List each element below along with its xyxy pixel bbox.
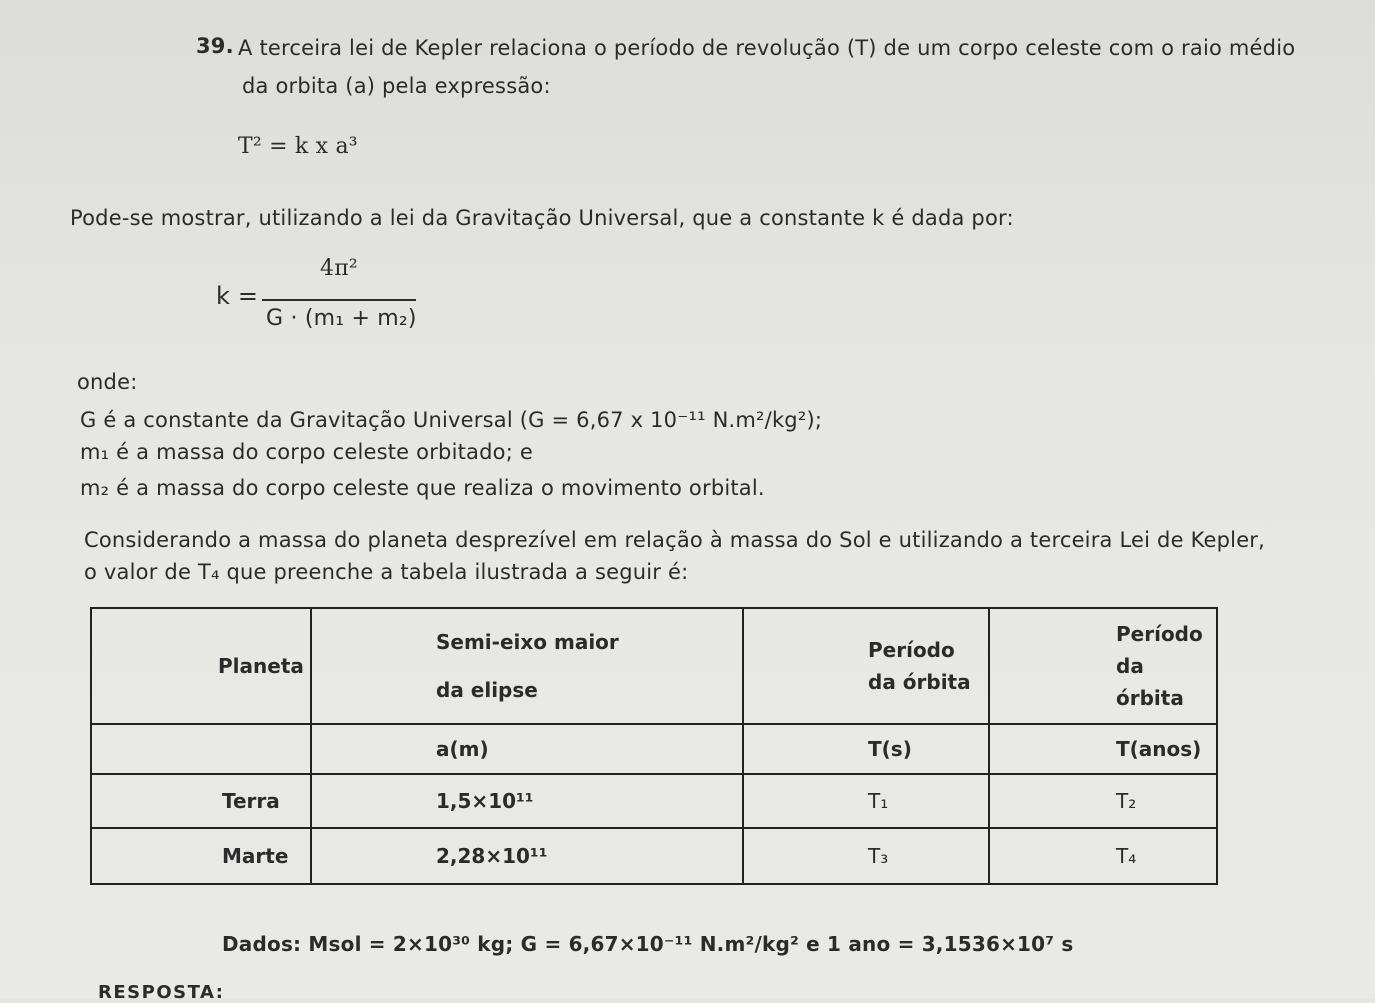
header-periodo-s-line-2: da órbita <box>868 670 971 694</box>
header-semi-eixo-line-2: da elipse <box>436 678 538 702</box>
cell-periodo-anos: T₂ <box>989 774 1217 828</box>
k-formula-denominator: G · (m₁ + m₂) <box>266 306 417 331</box>
header-semi-eixo-line-1: Semi-eixo maior <box>436 630 619 654</box>
units-t-anos: T(anos) <box>989 724 1217 774</box>
planet-table <box>90 607 1218 885</box>
cell-periodo-anos: T₄ <box>989 828 1217 884</box>
dados-line: Dados: Msol = 2×10³⁰ kg; G = 6,67×10⁻¹¹ N.m²/kg² e 1 ano = 3,1536×10⁷ s <box>222 932 1074 956</box>
units-empty-cell <box>91 724 311 774</box>
k-formula-numerator: 4π² <box>320 256 358 281</box>
question-prompt-line-2: o valor de T₄ que preenche a tabela ilustrada a seguir é: <box>84 560 689 584</box>
table-row-terra <box>91 774 1217 828</box>
definition-m1: m₁ é a massa do corpo celeste orbitado; e <box>80 440 533 464</box>
table-row-marte <box>91 828 1217 884</box>
header-periodo-s <box>743 608 989 724</box>
onde-label: onde: <box>77 370 138 394</box>
question-text-line-1: A terceira lei de Kepler relaciona o período de revolução (T) de um corpo celeste com o raio médio <box>238 36 1296 60</box>
table-header-row <box>91 608 1217 724</box>
resposta-label: RESPOSTA: <box>98 982 225 1003</box>
cell-semi-eixo: 1,5×10¹¹ <box>311 774 743 828</box>
header-periodo-anos-line-2: da <box>1116 654 1144 678</box>
cell-periodo-s: T₁ <box>743 774 989 828</box>
units-a: a(m) <box>311 724 743 774</box>
definition-g: G é a constante da Gravitação Universal (G = 6,67 x 10⁻¹¹ N.m²/kg²); <box>80 408 823 432</box>
cell-planeta: Marte <box>91 828 311 884</box>
header-planeta-label: Planeta <box>218 654 304 678</box>
question-text-line-2: da orbita (a) pela expressão: <box>242 74 551 98</box>
header-periodo-anos-line-1: Período <box>1116 622 1203 646</box>
header-planeta <box>91 608 311 724</box>
kepler-formula: T² = k x a³ <box>238 134 358 159</box>
header-semi-eixo <box>311 608 743 724</box>
header-periodo-s-line-1: Período <box>868 638 955 662</box>
definition-m2: m₂ é a massa do corpo celeste que realiza o movimento orbital. <box>80 476 765 500</box>
question-number: 39. <box>196 34 234 58</box>
cell-semi-eixo: 2,28×10¹¹ <box>311 828 743 884</box>
header-periodo-anos-line-3: órbita <box>1116 686 1184 710</box>
cell-planeta: Terra <box>91 774 311 828</box>
header-periodo-anos <box>989 608 1217 724</box>
k-formula-lhs: k = <box>216 282 259 310</box>
cell-periodo-s: T₃ <box>743 828 989 884</box>
fraction-bar <box>262 299 416 301</box>
units-t-s: T(s) <box>743 724 989 774</box>
table-units-row <box>91 724 1217 774</box>
gravitation-paragraph: Pode-se mostrar, utilizando a lei da Gravitação Universal, que a constante k é dada por: <box>70 206 1014 230</box>
question-prompt-line-1: Considerando a massa do planeta desprezível em relação à massa do Sol e utilizando a terceira Lei de Kepler, <box>84 528 1266 552</box>
